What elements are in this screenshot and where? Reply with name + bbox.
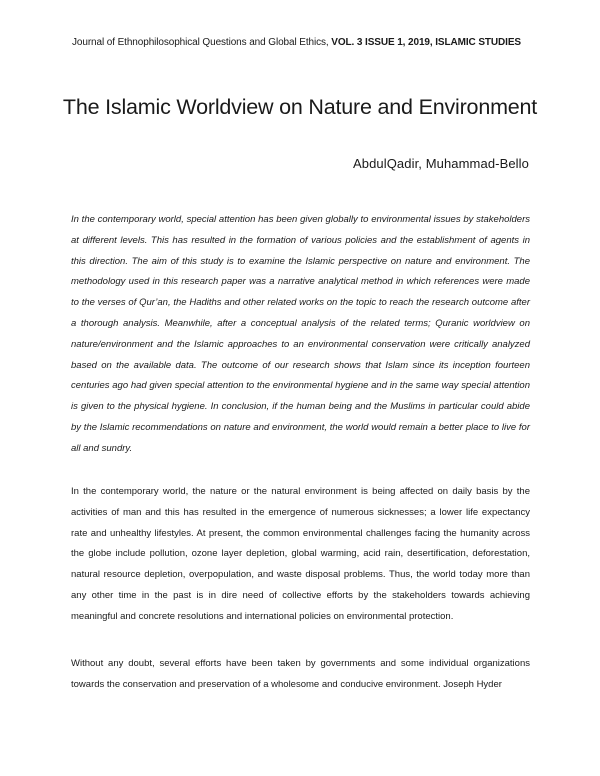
issue-info: VOL. 3 ISSUE 1, 2019, ISLAMIC STUDIES	[331, 37, 521, 48]
abstract: In the contemporary world, special attention has been given globally to environmental issues by stakeholders at different levels. This has resulted in the formation of various policies and the establishment of agents in this direction. The aim of this study is to examine the Islamic perspective on nature and environment. The methodology used in this research paper was a narrative analytical method in which references were made to the verses of Qur’an, the Hadiths and other related works on the topic to reach the research outcome after a thorough analysis. Meanwhile, after a conceptual analysis of the related terms; Quranic worldview on nature/environment and the Islamic approaches to an environmental conservation were critically analyzed based on the available data. The outcome of our research shows that Islam since its inception fourteen centuries ago had given special attention to the environmental hygiene and in the same way special attention is given to the physical hygiene. In conclusion, if the human being and the Muslims in particular could abide by the Islamic recommendations on nature and environment, the world would remain a better place to live for all and sundry.	[71, 214, 530, 454]
body-paragraph-2: Without any doubt, several efforts have been taken by governments and some individual organizations towards the conservation and preservation of a wholesome and conducive environment. Joseph Hyder	[71, 658, 530, 690]
body-paragraph-1: In the contemporary world, the nature or the natural environment is being affected on daily basis by the activities of man and this has resulted in the emergence of numerous sicknesses; a lower life expectancy rate and unhealthy lifestyles. At present, the common environmental challenges facing the humanity across the globe include pollution, ozone layer depletion, global warming, acid rain, desertification, deforestation, natural resource depletion, overpopulation, and waste disposal problems. Thus, the world today more than any other time in the past is in dire need of collective efforts by the stakeholders towards achieving meaningful and concrete resolutions and international policies on environmental protection.	[71, 486, 530, 622]
journal-name: Journal of Ethnophilosophical Questions and Global Ethics,	[72, 37, 332, 48]
running-header	[72, 37, 521, 48]
paper-title: The Islamic Worldview on Nature and Environment	[62, 95, 538, 119]
author-name: AbdulQadir, Muhammad-Bello	[352, 156, 529, 171]
